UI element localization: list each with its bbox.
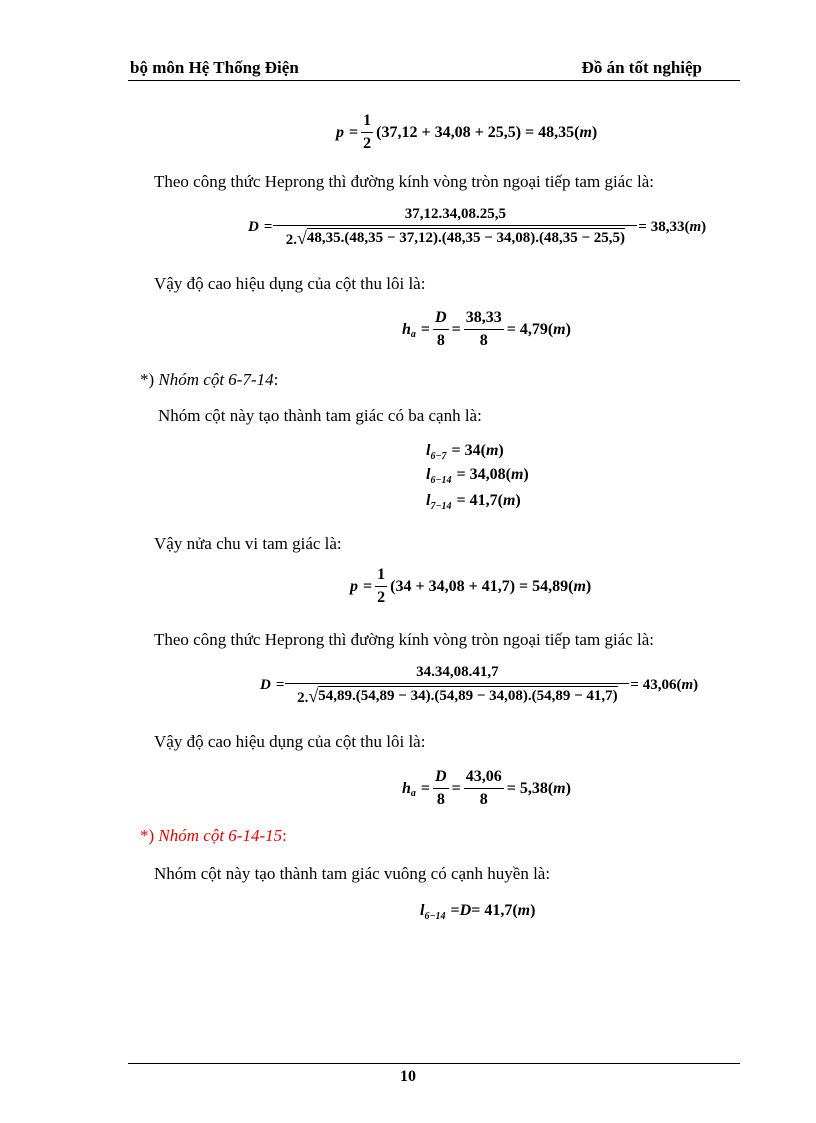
equation-effective-height-2: h a = $\frac{D}{8}$ = $\frac{43,06}{8}$ = 5,38( m ) [402, 768, 571, 808]
equation-circumdiameter-2: D = 34.34,08.41,7 2. √ 54,89.(54,89 − 34).(54,89 − 34,08).(54,89 − 41,7) = 43,06( m ) [260, 664, 699, 706]
paragraph-effective-height-2: Vậy độ cao hiệu dụng của cột thu lôi là: [154, 732, 426, 751]
paragraph-heprong-2: Theo công thức Heprong thì đường kính vòng tròn ngoại tiếp tam giác là: [154, 630, 655, 649]
page-number: 10 [400, 1068, 416, 1085]
section-label-group-6-7-14: *) Nhóm cột 6-7-14: [140, 370, 279, 389]
header-left-title: bộ môn Hệ Thống Điện [130, 58, 299, 77]
equation-semi-perimeter-2: p = $\frac{1}{2}$ (34 + 34,08 + 41,7) = 54,89( m ) [350, 566, 592, 606]
equation-side-6-14: l 6−14 = 34,08( m ) [426, 466, 529, 486]
equation-circumdiameter-1: D = 37,12.34,08.25,5 2. √ 48,35.(48,35 − 37,12).(48,35 − 34,08).(48,35 − 25,5) = 38,33( m ) [248, 206, 707, 248]
section-label-group-6-14-15: *) Nhóm cột 6-14-15: [140, 826, 287, 845]
equation-hypotenuse: l 6−14 = D = 41,7( m ) [420, 902, 536, 922]
equation-side-6-7: l 6−7 = 34( m ) [426, 442, 504, 462]
footer-divider [128, 1063, 740, 1064]
paragraph-three-sides: Nhóm cột này tạo thành tam giác có ba cạnh là: [158, 406, 482, 425]
header-right-title: Đồ án tốt nghiệp [581, 58, 702, 77]
paragraph-half-perimeter: Vậy nửa chu vi tam giác là: [154, 534, 342, 553]
paragraph-effective-height-1: Vậy độ cao hiệu dụng của cột thu lôi là: [154, 274, 426, 293]
paragraph-heprong-1: Theo công thức Heprong thì đường kính vòng tròn ngoại tiếp tam giác là: [154, 172, 655, 191]
equation-effective-height-1: h a = $\frac{D}{8}$ = $\frac{38,33}{8}$ = 4,79( m ) [402, 309, 571, 349]
equation-side-7-14: l 7−14 = 41,7( m ) [426, 492, 521, 512]
header-divider [128, 80, 740, 81]
equation-semi-perimeter-1: p = $\frac{1}{2}$ (37,12 + 34,08 + 25,5) = 48,35( m ) [336, 112, 598, 152]
paragraph-hypotenuse: Nhóm cột này tạo thành tam giác vuông có cạnh huyền là: [154, 864, 551, 883]
